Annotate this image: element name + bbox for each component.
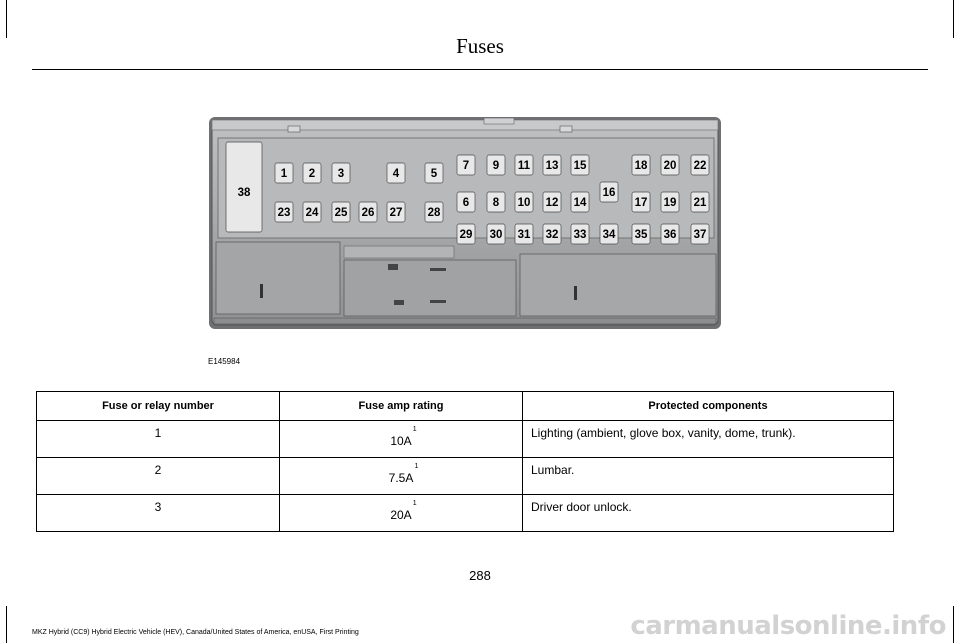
- fuse-label-35: 35: [634, 229, 648, 241]
- fuse-label-28: 28: [427, 207, 441, 219]
- fuse-label-37: 37: [693, 229, 707, 241]
- fuse-label-13: 13: [545, 160, 559, 172]
- table-row: [37, 495, 894, 532]
- fuse-label-30: 30: [489, 229, 503, 241]
- fuse-label-32: 32: [545, 229, 559, 241]
- fuse-label-5: 5: [430, 168, 438, 180]
- table-header-row: [37, 392, 894, 421]
- fuse-table: [36, 391, 894, 532]
- fuse-label-22: 22: [693, 160, 707, 172]
- header-rule: [32, 69, 928, 70]
- header-fuse-number: Fuse or relay number: [37, 392, 280, 421]
- header-protected-components: Protected components: [523, 392, 894, 421]
- page-number: 288: [469, 568, 491, 583]
- crop-mark-bottom-left: [6, 606, 7, 643]
- fuse-label-29: 29: [459, 229, 473, 241]
- amp-rating-value: 20A: [390, 508, 412, 522]
- fuse-label-2: 2: [308, 168, 316, 180]
- fuse-label-33: 33: [573, 229, 587, 241]
- crop-mark-bottom-right: [953, 606, 954, 643]
- fuse-number-cell: 1: [37, 421, 280, 458]
- fuse-label-3: 3: [337, 168, 345, 180]
- fuse-label-36: 36: [663, 229, 677, 241]
- fuse-label-38: 38: [237, 187, 251, 199]
- table-row: [37, 458, 894, 495]
- amp-rating-cell: [280, 495, 523, 532]
- fuse-label-7: 7: [462, 160, 470, 172]
- amp-rating-value: 10A: [390, 434, 412, 448]
- fuse-label-21: 21: [693, 197, 707, 209]
- fuse-label-17: 17: [634, 197, 648, 209]
- fuse-label-11: 11: [517, 160, 531, 172]
- fuse-label-24: 24: [305, 207, 319, 219]
- fuse-label-26: 26: [361, 207, 375, 219]
- protected-component-cell: Lighting (ambient, glove box, vanity, dome, trunk).: [523, 421, 894, 458]
- footer-text: MKZ Hybrid (CC9) Hybrid Electric Vehicle (HEV), Canada/United States of America, enUSA, First Printing: [32, 629, 359, 636]
- protected-component-cell: Driver door unlock.: [523, 495, 894, 532]
- fuse-label-6: 6: [462, 197, 470, 209]
- fuse-label-20: 20: [663, 160, 677, 172]
- fuse-label-10: 10: [517, 197, 531, 209]
- fuse-label-1: 1: [280, 168, 288, 180]
- watermark-text: carmanualsonline.info: [630, 611, 946, 641]
- fuse-label-34: 34: [602, 229, 616, 241]
- footnote-marker: 1: [412, 426, 417, 433]
- footnote-marker: 1: [412, 500, 417, 507]
- header-amp-rating: Fuse amp rating: [280, 392, 523, 421]
- amp-rating-cell: [280, 458, 523, 495]
- fuse-label-12: 12: [545, 197, 559, 209]
- fuse-label-9: 9: [492, 160, 500, 172]
- fuse-label-4: 4: [392, 168, 400, 180]
- fuse-label-15: 15: [573, 160, 587, 172]
- protected-component-cell: Lumbar.: [523, 458, 894, 495]
- fuse-number-cell: 2: [37, 458, 280, 495]
- amp-rating-cell: [280, 421, 523, 458]
- fuse-label-31: 31: [517, 229, 531, 241]
- amp-rating-value: 7.5A: [388, 471, 414, 485]
- fuse-label-25: 25: [334, 207, 348, 219]
- fuse-label-16: 16: [602, 187, 616, 199]
- page-title: Fuses: [456, 34, 504, 58]
- table-row: [37, 421, 894, 458]
- fuse-box-illustration: [208, 114, 722, 334]
- figure-code: E145984: [208, 357, 241, 366]
- fuse-number-cell: 3: [37, 495, 280, 532]
- fuse-label-19: 19: [663, 197, 677, 209]
- fuse-label-18: 18: [634, 160, 648, 172]
- footnote-marker: 1: [414, 463, 419, 470]
- crop-mark-top-right: [953, 0, 954, 38]
- fuse-box-diagram: [208, 114, 722, 334]
- crop-mark-top-left: [6, 0, 7, 38]
- fuse-label-8: 8: [492, 197, 500, 209]
- fuse-label-27: 27: [389, 207, 403, 219]
- fuse-label-23: 23: [277, 207, 291, 219]
- fuse-label-14: 14: [573, 197, 587, 209]
